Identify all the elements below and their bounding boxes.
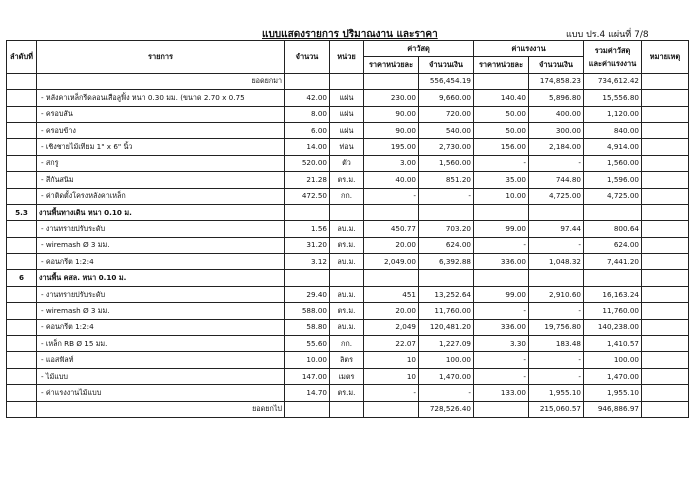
cell-material-amount: - [419, 385, 474, 401]
cell-no [7, 237, 37, 253]
cell-material-unit-price: 2,049.00 [364, 254, 419, 270]
cell-unit [330, 270, 364, 286]
cell-labor-unit-price [474, 401, 529, 417]
cell-labor-amount: - [529, 155, 584, 171]
cell-labor-amount: - [529, 303, 584, 319]
cell-no [7, 401, 37, 417]
cell-unit: ตร.ม. [330, 303, 364, 319]
cell-labor-amount: 97.44 [529, 221, 584, 237]
cell-material-amount: 2,730.00 [419, 139, 474, 155]
header-total: รวมค่าวัสดุ และค่าแรงงาน [584, 41, 642, 74]
table-row [7, 73, 689, 89]
cell-material-unit-price: 230.00 [364, 90, 419, 106]
cell-no: 6 [7, 270, 37, 286]
cell-unit: ตร.ม. [330, 385, 364, 401]
document-title: แบบแสดงรายการ ปริมาณงาน และราคา [262, 29, 438, 40]
table-row [7, 139, 689, 155]
cell-note [642, 352, 689, 368]
cell-labor-amount: 2,184.00 [529, 139, 584, 155]
header-labor: ค่าแรงงาน [474, 41, 584, 57]
header-item: รายการ [37, 41, 285, 74]
cell-total: 140,238.00 [584, 319, 642, 335]
cell-labor-amount: 300.00 [529, 122, 584, 138]
cell-no [7, 254, 37, 270]
cell-material-amount: 624.00 [419, 237, 474, 253]
cell-no [7, 90, 37, 106]
cell-total: 4,725.00 [584, 188, 642, 204]
cell-qty [285, 401, 330, 417]
cell-item: - คอนกรีต 1:2:4 [37, 254, 285, 270]
cell-labor-unit-price: - [474, 155, 529, 171]
cell-qty: 21.28 [285, 172, 330, 188]
cell-item: - คอนกรีต 1:2:4 [37, 319, 285, 335]
header-note: หมายเหตุ [642, 41, 689, 74]
cell-total: 15,556.80 [584, 90, 642, 106]
cell-total: 1,596.00 [584, 172, 642, 188]
cell-no [7, 106, 37, 122]
cell-unit: ตัว [330, 155, 364, 171]
cell-note [642, 319, 689, 335]
cell-qty: 14.00 [285, 139, 330, 155]
cell-item: - งานทรายปรับระดับ [37, 221, 285, 237]
cell-qty: 14.70 [285, 385, 330, 401]
cell-material-unit-price: 90.00 [364, 106, 419, 122]
cell-note [642, 270, 689, 286]
cell-qty: 3.12 [285, 254, 330, 270]
cell-labor-unit-price [474, 270, 529, 286]
header-material-amount: จำนวนเงิน [419, 57, 474, 73]
cell-no [7, 352, 37, 368]
cell-material-amount [419, 204, 474, 220]
cell-note [642, 188, 689, 204]
cell-material-amount: 100.00 [419, 352, 474, 368]
cell-total: 1,410.57 [584, 336, 642, 352]
cell-qty: 55.60 [285, 336, 330, 352]
table-row [7, 155, 689, 171]
header-qty: จำนวน [285, 41, 330, 74]
cell-labor-amount: 1,955.10 [529, 385, 584, 401]
cell-qty [285, 204, 330, 220]
cell-item: - สีกันสนิม [37, 172, 285, 188]
cell-labor-unit-price: 156.00 [474, 139, 529, 155]
cell-material-amount: 556,454.19 [419, 73, 474, 89]
cell-material-unit-price: 450.77 [364, 221, 419, 237]
table-row [7, 401, 689, 417]
cell-qty: 520.00 [285, 155, 330, 171]
header-labor-unit-price: ราคาหน่วยละ [474, 57, 529, 73]
cell-unit: ตร.ม. [330, 172, 364, 188]
cell-total: 734,612.42 [584, 73, 642, 89]
header-unit: หน่วย [330, 41, 364, 74]
table-row [7, 336, 689, 352]
cell-item: - ค่าแรงงานไม้แบบ [37, 385, 285, 401]
cell-no [7, 319, 37, 335]
cell-labor-unit-price: - [474, 237, 529, 253]
cell-labor-amount: - [529, 368, 584, 384]
cell-unit [330, 401, 364, 417]
cell-material-amount: - [419, 188, 474, 204]
cell-material-unit-price: 20.00 [364, 303, 419, 319]
cell-item: - ค่าติดตั้งโครงหลังคาเหล็ก [37, 188, 285, 204]
cell-total: 946,886.97 [584, 401, 642, 417]
cell-material-amount: 6,392.88 [419, 254, 474, 270]
bill-of-quantities-table [6, 40, 689, 418]
cell-labor-amount: 2,910.60 [529, 286, 584, 302]
table-row [7, 254, 689, 270]
cell-labor-unit-price: 10.00 [474, 188, 529, 204]
table-row [7, 237, 689, 253]
table-row [7, 221, 689, 237]
cell-material-unit-price [364, 401, 419, 417]
cell-material-unit-price: 90.00 [364, 122, 419, 138]
cell-qty [285, 73, 330, 89]
cell-material-amount: 13,252.64 [419, 286, 474, 302]
cell-item: - เหล็ก RB Ø 15 มม. [37, 336, 285, 352]
cell-note [642, 303, 689, 319]
cell-labor-unit-price [474, 204, 529, 220]
cell-note [642, 122, 689, 138]
cell-note [642, 385, 689, 401]
cell-labor-unit-price: 336.00 [474, 319, 529, 335]
cell-labor-amount: 19,756.80 [529, 319, 584, 335]
cell-material-unit-price: - [364, 188, 419, 204]
cell-qty: 10.00 [285, 352, 330, 368]
cell-no [7, 172, 37, 188]
cell-labor-unit-price: - [474, 352, 529, 368]
cell-total: 1,120.00 [584, 106, 642, 122]
table-row [7, 90, 689, 106]
cell-unit: ลบ.ม. [330, 254, 364, 270]
cell-item: - ไม้แบบ [37, 368, 285, 384]
cell-note [642, 73, 689, 89]
cell-total: 624.00 [584, 237, 642, 253]
cell-unit: ลบ.ม. [330, 319, 364, 335]
header-labor-amount: จำนวนเงิน [529, 57, 584, 73]
cell-total: 1,470.00 [584, 368, 642, 384]
table-row [7, 352, 689, 368]
cell-labor-unit-price: 140.40 [474, 90, 529, 106]
cell-material-unit-price: 3.00 [364, 155, 419, 171]
cell-labor-unit-price [474, 73, 529, 89]
cell-total: 800.64 [584, 221, 642, 237]
cell-total: 1,560.00 [584, 155, 642, 171]
table-row [7, 106, 689, 122]
cell-material-unit-price: 10 [364, 368, 419, 384]
cell-note [642, 286, 689, 302]
cell-no [7, 368, 37, 384]
cell-labor-amount: 174,858.23 [529, 73, 584, 89]
cell-unit [330, 204, 364, 220]
cell-material-amount: 851.20 [419, 172, 474, 188]
cell-material-unit-price: 451 [364, 286, 419, 302]
cell-material-unit-price [364, 270, 419, 286]
table-row [7, 122, 689, 138]
cell-total: 100.00 [584, 352, 642, 368]
cell-total: 11,760.00 [584, 303, 642, 319]
cell-labor-amount [529, 204, 584, 220]
cell-labor-unit-price: 99.00 [474, 221, 529, 237]
cell-material-unit-price: 2,049 [364, 319, 419, 335]
table-row [7, 303, 689, 319]
cell-qty: 1.56 [285, 221, 330, 237]
cell-note [642, 336, 689, 352]
cell-total: 840.00 [584, 122, 642, 138]
cell-labor-unit-price: - [474, 368, 529, 384]
table-row [7, 188, 689, 204]
cell-qty: 58.80 [285, 319, 330, 335]
cell-material-unit-price: - [364, 385, 419, 401]
cell-material-unit-price [364, 204, 419, 220]
cell-total: 1,955.10 [584, 385, 642, 401]
cell-labor-amount [529, 270, 584, 286]
cell-no [7, 155, 37, 171]
cell-material-unit-price: 20.00 [364, 237, 419, 253]
cell-qty: 42.00 [285, 90, 330, 106]
cell-no: 5.3 [7, 204, 37, 220]
table-row [7, 204, 689, 220]
cell-qty: 6.00 [285, 122, 330, 138]
cell-qty: 472.50 [285, 188, 330, 204]
cell-item: งานพื้นทางเดิน หนา 0.10 ม. [37, 204, 285, 220]
cell-unit: ตร.ม. [330, 237, 364, 253]
cell-total: 16,163.24 [584, 286, 642, 302]
cell-qty: 147.00 [285, 368, 330, 384]
cell-material-amount: 1,470.00 [419, 368, 474, 384]
cell-material-unit-price: 10 [364, 352, 419, 368]
cell-material-unit-price: 40.00 [364, 172, 419, 188]
cell-qty: 8.00 [285, 106, 330, 122]
cell-material-amount: 120,481.20 [419, 319, 474, 335]
header-no: ลำดับที่ [7, 41, 37, 74]
cell-labor-amount: 215,060.57 [529, 401, 584, 417]
cell-labor-amount: 400.00 [529, 106, 584, 122]
cell-item: ยอดยกมา [37, 73, 285, 89]
cell-note [642, 204, 689, 220]
table-row [7, 385, 689, 401]
cell-labor-amount: 1,048.32 [529, 254, 584, 270]
cell-labor-amount: 5,896.80 [529, 90, 584, 106]
cell-note [642, 106, 689, 122]
cell-note [642, 139, 689, 155]
cell-no [7, 385, 37, 401]
cell-labor-unit-price: - [474, 303, 529, 319]
cell-labor-unit-price: 3.30 [474, 336, 529, 352]
cell-total [584, 204, 642, 220]
cell-note [642, 401, 689, 417]
cell-qty: 588.00 [285, 303, 330, 319]
cell-note [642, 368, 689, 384]
cell-material-unit-price: 195.00 [364, 139, 419, 155]
cell-unit: กก. [330, 188, 364, 204]
cell-material-amount: 1,227.09 [419, 336, 474, 352]
cell-qty: 31.20 [285, 237, 330, 253]
cell-no [7, 188, 37, 204]
cell-unit: ลบ.ม. [330, 286, 364, 302]
table-row [7, 368, 689, 384]
cell-labor-amount: 4,725.00 [529, 188, 584, 204]
cell-item: - แอสฟัลท์ [37, 352, 285, 368]
cell-labor-unit-price: 99.00 [474, 286, 529, 302]
cell-total: 7,441.20 [584, 254, 642, 270]
cell-item: - wiremash Ø 3 มม. [37, 237, 285, 253]
cell-note [642, 221, 689, 237]
cell-material-amount: 728,526.40 [419, 401, 474, 417]
cell-labor-amount: 744.80 [529, 172, 584, 188]
cell-total: 4,914.00 [584, 139, 642, 155]
form-sheet-number: แบบ ปร.4 แผ่นที่ 7/8 [566, 30, 649, 40]
cell-material-amount: 9,660.00 [419, 90, 474, 106]
cell-note [642, 155, 689, 171]
cell-material-unit-price: 22.07 [364, 336, 419, 352]
cell-note [642, 90, 689, 106]
table-body [7, 73, 689, 417]
cell-item: ยอดยกไป [37, 401, 285, 417]
cell-material-amount: 11,760.00 [419, 303, 474, 319]
cell-unit: เมตร [330, 368, 364, 384]
cell-note [642, 172, 689, 188]
table-row [7, 319, 689, 335]
cell-material-amount [419, 270, 474, 286]
cell-material-amount: 703.20 [419, 221, 474, 237]
cell-unit: ลบ.ม. [330, 221, 364, 237]
cell-no [7, 336, 37, 352]
cell-unit: ท่อน [330, 139, 364, 155]
cell-item: - ครอบข้าง [37, 122, 285, 138]
cell-unit: แผ่น [330, 90, 364, 106]
cell-labor-unit-price: 336.00 [474, 254, 529, 270]
cell-unit: แผ่น [330, 106, 364, 122]
cell-qty [285, 270, 330, 286]
cell-material-unit-price [364, 73, 419, 89]
cell-unit: ลิตร [330, 352, 364, 368]
cell-labor-unit-price: 50.00 [474, 106, 529, 122]
cell-material-amount: 720.00 [419, 106, 474, 122]
cell-labor-unit-price: 35.00 [474, 172, 529, 188]
cell-qty: 29.40 [285, 286, 330, 302]
cell-no [7, 221, 37, 237]
cell-labor-amount: - [529, 237, 584, 253]
cell-item: - เชิงชายไม้เทียม 1" x 6" นิ้ว [37, 139, 285, 155]
table-row [7, 270, 689, 286]
cell-no [7, 286, 37, 302]
cell-item: - หลังคาเหล็กรีดลอนเสือลูฟิ้ง หนา 0.30 มม. (ขนาด 2.70 x 0.75 [37, 90, 285, 106]
header-material-unit-price: ราคาหน่วยละ [364, 57, 419, 73]
cell-material-amount: 1,560.00 [419, 155, 474, 171]
cell-item: - wiremash Ø 3 มม. [37, 303, 285, 319]
cell-no [7, 73, 37, 89]
cell-unit: กก. [330, 336, 364, 352]
cell-note [642, 254, 689, 270]
table-row [7, 172, 689, 188]
cell-unit [330, 73, 364, 89]
table-row [7, 286, 689, 302]
cell-item: - งานทรายปรับระดับ [37, 286, 285, 302]
cell-material-amount: 540.00 [419, 122, 474, 138]
cell-item: - ครอบสัน [37, 106, 285, 122]
cell-item: - สกรู [37, 155, 285, 171]
cell-labor-amount: - [529, 352, 584, 368]
cell-labor-unit-price: 50.00 [474, 122, 529, 138]
cell-no [7, 139, 37, 155]
cell-note [642, 237, 689, 253]
cell-labor-unit-price: 133.00 [474, 385, 529, 401]
cell-total [584, 270, 642, 286]
cell-item: งานพื้น คสล. หนา 0.10 ม. [37, 270, 285, 286]
cell-no [7, 122, 37, 138]
cell-labor-amount: 183.48 [529, 336, 584, 352]
cell-no [7, 303, 37, 319]
cell-unit: แผ่น [330, 122, 364, 138]
header-material: ค่าวัสดุ [364, 41, 474, 57]
